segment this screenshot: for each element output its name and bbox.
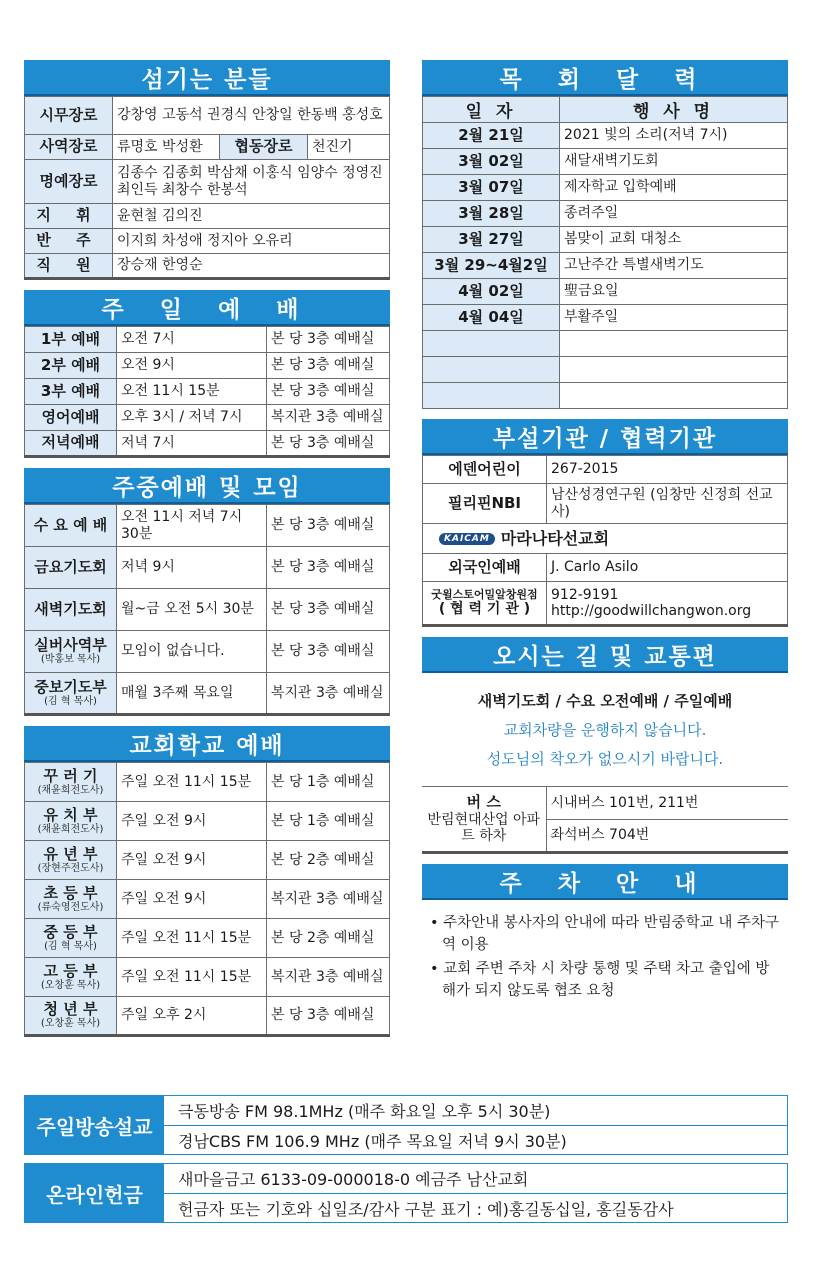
table-row <box>25 327 390 353</box>
row-label: 반 주 <box>25 229 113 254</box>
table-row <box>422 787 788 820</box>
row-label <box>25 763 117 802</box>
row-time: 주일 오전 9시 <box>117 802 267 841</box>
table-row <box>25 160 390 204</box>
row-time: 매월 3주째 목요일 <box>117 673 267 715</box>
row-label: 협동장로 <box>220 135 308 160</box>
directions-section <box>422 637 788 854</box>
school-header: 교회학교 예배 <box>24 726 390 762</box>
row-label: 2부 예배 <box>25 353 117 379</box>
event-name: 새달새벽기도회 <box>560 149 788 175</box>
label-sub: (오창훈 목사) <box>40 1018 101 1030</box>
row-label <box>25 997 117 1036</box>
table-row <box>25 229 390 254</box>
row-place: 본 당 1층 예배실 <box>267 802 390 841</box>
table-row <box>25 631 390 673</box>
calendar-header: 목 회 달 력 <box>422 60 788 96</box>
col-event-header: 행 사 명 <box>560 97 788 123</box>
table-row <box>25 547 390 589</box>
notice-line-3: 성도님의 착오가 없으시기 바랍니다. <box>486 750 724 768</box>
row-place: 본 당 3층 예배실 <box>267 353 390 379</box>
event-name: 2021 빛의 소리(저녁 7시) <box>560 123 788 149</box>
offering-line-2: 헌금자 또는 기호와 십일조/감사 구분 표기 : 예)홍길동십일, 홍길동감사 <box>164 1193 787 1222</box>
label-main: 실버사역부 <box>34 636 107 655</box>
table-row <box>25 763 390 802</box>
label-sub: (류숙영전도사) <box>37 901 104 913</box>
table-row <box>25 135 390 160</box>
row-value: 이지희 차성애 정지아 오유리 <box>113 229 390 254</box>
event-date <box>423 331 560 357</box>
event-name: 고난주간 특별새벽기도 <box>560 253 788 279</box>
school-table <box>24 762 390 1037</box>
kaicam-logo-icon: KAICAM <box>439 533 495 545</box>
table-row <box>25 841 390 880</box>
kaicam-row <box>423 524 788 554</box>
row-place: 복지관 3층 예배실 <box>267 880 390 919</box>
broadcast-banner <box>24 1095 788 1155</box>
row-label: 지 휘 <box>25 204 113 229</box>
kaicam-name: 마라나타선교회 <box>500 528 610 548</box>
event-name: 종려주일 <box>560 201 788 227</box>
right-column <box>422 60 788 1004</box>
event-date: 3월 27일 <box>423 227 560 253</box>
nbi-value: 남산성경연구원 (임창만 신정희 선교사) <box>547 484 788 524</box>
event-date <box>423 357 560 383</box>
table-row <box>423 253 788 279</box>
bus-label: 버 스 <box>466 793 501 812</box>
row-place: 복지관 3층 예배실 <box>267 405 390 431</box>
row-value: 장승재 한영순 <box>113 254 390 279</box>
col-date-header: 일 자 <box>423 97 560 123</box>
row-place: 본 당 3층 예배실 <box>267 505 390 547</box>
row-place: 본 당 1층 예배실 <box>267 763 390 802</box>
table-row <box>423 227 788 253</box>
offering-lines <box>164 1164 787 1222</box>
table-row <box>25 997 390 1036</box>
parking-list <box>422 900 788 1002</box>
servants-section <box>24 60 390 280</box>
broadcast-line-1: 극동방송 FM 98.1MHz (매주 화요일 오후 5시 30분) <box>178 1102 551 1121</box>
table-row <box>25 958 390 997</box>
label-sub: (채윤희전도사) <box>37 823 104 835</box>
parking-section <box>422 864 788 1002</box>
row-time: 모임이 없습니다. <box>117 631 267 673</box>
daycare-value: 267-2015 <box>547 456 788 484</box>
broadcast-line-2: 경남CBS FM 106.9 MHz (매주 목요일 저녁 9시 30분) <box>164 1125 787 1154</box>
parking-header: 주 차 안 내 <box>422 864 788 900</box>
row-label <box>25 841 117 880</box>
table-row <box>25 919 390 958</box>
affiliates-table <box>422 455 788 627</box>
sunday-worship-section <box>24 290 390 458</box>
table-row <box>423 123 788 149</box>
row-label: 사역장로 <box>25 135 113 160</box>
table-row <box>423 582 788 626</box>
row-place: 본 당 3층 예배실 <box>267 379 390 405</box>
goodwill-value <box>547 582 788 626</box>
label-sub: (채윤희전도사) <box>37 784 104 796</box>
event-name <box>560 383 788 409</box>
table-row <box>423 279 788 305</box>
kaicam-mission <box>439 530 609 548</box>
table-row <box>423 331 788 357</box>
offering-tag: 온라인헌금 <box>25 1164 164 1222</box>
label-main: 중보기도부 <box>34 677 107 696</box>
broadcast-tag: 주일방송설교 <box>25 1096 164 1154</box>
table-row <box>25 589 390 631</box>
row-place: 본 당 3층 예배실 <box>267 589 390 631</box>
table-row <box>423 383 788 409</box>
goodwill-url[interactable]: http://goodwillchangwon.org <box>551 603 752 619</box>
calendar-section <box>422 60 788 409</box>
row-label: 금요기도회 <box>25 547 117 589</box>
label-main: 꾸 러 기 <box>43 766 98 785</box>
row-time: 주일 오전 9시 <box>117 880 267 919</box>
table-row <box>423 484 788 524</box>
notice-line-2: 교회차량을 운행하지 않습니다. <box>503 721 707 739</box>
event-date: 3월 28일 <box>423 201 560 227</box>
event-name <box>560 331 788 357</box>
servants-table <box>24 96 390 280</box>
row-time: 저녁 7시 <box>117 431 267 457</box>
row-value: 류명호 박성환 <box>113 135 220 160</box>
event-name: 聖금요일 <box>560 279 788 305</box>
foreign-label: 외국인예배 <box>423 554 547 582</box>
row-time: 오전 11시 저녁 7시 30분 <box>117 505 267 547</box>
broadcast-lines <box>164 1096 787 1154</box>
row-label <box>25 919 117 958</box>
list-item: • 주차안내 봉사자의 안내에 따라 반림중학교 내 주차구역 이용 <box>430 915 779 953</box>
row-value: 강창영 고동석 권경식 안창일 한동백 홍성호 <box>113 97 390 135</box>
row-label: 시무장로 <box>25 97 113 135</box>
bus-seat: 좌석버스 704번 <box>546 820 788 853</box>
row-label <box>25 673 117 715</box>
row-value: 김종수 김종회 박삼채 이홍식 임양수 정영진 최인득 최창수 한봉석 <box>113 160 390 204</box>
calendar-head-row <box>423 97 788 123</box>
event-date: 3월 29~4월2일 <box>423 253 560 279</box>
row-time: 월~금 오전 5시 30분 <box>117 589 267 631</box>
row-time: 오후 3시 / 저녁 7시 <box>117 405 267 431</box>
event-date: 4월 02일 <box>423 279 560 305</box>
row-place: 본 당 2층 예배실 <box>267 841 390 880</box>
table-row <box>423 357 788 383</box>
table-row <box>25 379 390 405</box>
row-label: 수 요 예 배 <box>25 505 117 547</box>
row-time: 오전 9시 <box>117 353 267 379</box>
row-label: 저녁예배 <box>25 431 117 457</box>
table-row <box>25 204 390 229</box>
bus-table <box>422 786 788 854</box>
row-place: 복지관 3층 예배실 <box>267 673 390 715</box>
notice-line-1: 새벽기도회 / 수요 오전예배 / 주일예배 <box>477 692 733 710</box>
row-time: 저녁 9시 <box>117 547 267 589</box>
table-row <box>25 802 390 841</box>
row-time: 주일 오전 11시 15분 <box>117 958 267 997</box>
event-date: 4월 04일 <box>423 305 560 331</box>
event-date: 3월 02일 <box>423 149 560 175</box>
label-main: 초 등 부 <box>43 883 98 902</box>
table-row <box>25 505 390 547</box>
row-label: 3부 예배 <box>25 379 117 405</box>
directions-notice <box>422 673 788 774</box>
label-main: 청 년 부 <box>43 1000 98 1019</box>
goodwill-name: 굿윌스토어밀알창원점 <box>431 587 538 601</box>
event-name: 부활주일 <box>560 305 788 331</box>
calendar-table <box>422 96 788 409</box>
table-row <box>423 149 788 175</box>
event-date: 2월 21일 <box>423 123 560 149</box>
row-label <box>25 880 117 919</box>
row-place: 본 당 3층 예배실 <box>267 431 390 457</box>
servants-header: 섬기는 분들 <box>24 60 390 96</box>
table-row <box>423 554 788 582</box>
row-label: 영어예배 <box>25 405 117 431</box>
event-name: 제자학교 입학예배 <box>560 175 788 201</box>
table-row <box>25 673 390 715</box>
label-main: 중 등 부 <box>43 922 98 941</box>
goodwill-phone: 912-9191 <box>551 586 619 603</box>
table-row <box>423 201 788 227</box>
row-place: 본 당 3층 예배실 <box>267 327 390 353</box>
table-row <box>25 254 390 279</box>
row-place: 본 당 3층 예배실 <box>267 997 390 1036</box>
label-sub: (오창훈 목사) <box>40 979 101 991</box>
table-row <box>423 456 788 484</box>
table-row <box>25 97 390 135</box>
sunday-worship-header: 주 일 예 배 <box>24 290 390 326</box>
affiliates-section <box>422 419 788 627</box>
row-value: 천진기 <box>308 135 390 160</box>
row-label: 명예장로 <box>25 160 113 204</box>
weekday-table <box>24 504 390 716</box>
table-row <box>25 431 390 457</box>
school-section <box>24 726 390 1037</box>
weekday-header: 주중예배 및 모임 <box>24 468 390 504</box>
row-place: 복지관 3층 예배실 <box>267 958 390 997</box>
row-place: 본 당 3층 예배실 <box>267 547 390 589</box>
table-row <box>25 405 390 431</box>
event-date <box>423 383 560 409</box>
label-main: 유 치 부 <box>43 805 98 824</box>
row-label <box>25 958 117 997</box>
goodwill-label <box>423 582 547 626</box>
row-time: 오전 11시 15분 <box>117 379 267 405</box>
row-time: 주일 오후 2시 <box>117 997 267 1036</box>
nbi-label: 필리핀NBI <box>423 484 547 524</box>
row-time: 주일 오전 9시 <box>117 841 267 880</box>
event-name: 봄맞이 교회 대청소 <box>560 227 788 253</box>
label-sub: (김 혁 목사) <box>44 695 97 707</box>
table-row <box>423 175 788 201</box>
goodwill-sub: ( 협 력 기 관 ) <box>438 601 531 618</box>
row-label: 새벽기도회 <box>25 589 117 631</box>
row-place: 본 당 2층 예배실 <box>267 919 390 958</box>
affiliates-header: 부설기관 / 협력기관 <box>422 419 788 455</box>
label-main: 유 년 부 <box>43 844 98 863</box>
row-value: 윤현철 김의진 <box>113 204 390 229</box>
table-row <box>423 524 788 554</box>
table-row <box>25 880 390 919</box>
row-label <box>25 631 117 673</box>
event-name <box>560 357 788 383</box>
label-sub: (박홍보 목사) <box>40 654 101 666</box>
foreign-value: J. Carlo Asilo <box>547 554 788 582</box>
bus-city: 시내버스 101번, 211번 <box>546 787 788 820</box>
label-main: 고 등 부 <box>43 961 98 980</box>
row-label: 직 원 <box>25 254 113 279</box>
event-date: 3월 07일 <box>423 175 560 201</box>
row-time: 주일 오전 11시 15분 <box>117 763 267 802</box>
sunday-worship-table <box>24 326 390 458</box>
list-item: • 교회 주변 주차 시 차량 통행 및 주택 차고 출입에 방해가 되지 않도록 협조 요청 <box>430 961 770 999</box>
offering-banner <box>24 1163 788 1223</box>
row-time: 주일 오전 11시 15분 <box>117 919 267 958</box>
bus-label-cell <box>422 787 546 853</box>
left-column <box>24 60 390 1047</box>
bus-stop: 반림현대산업 아파트 하차 <box>427 811 541 844</box>
label-sub: (장현주전도사) <box>37 862 104 874</box>
offering-line-1: 새마을금고 6133-09-000018-0 예금주 남산교회 <box>178 1170 529 1189</box>
label-sub: (김 혁 목사) <box>44 940 97 952</box>
table-row <box>25 353 390 379</box>
row-time: 오전 7시 <box>117 327 267 353</box>
daycare-label: 에덴어린이 <box>423 456 547 484</box>
row-label: 1부 예배 <box>25 327 117 353</box>
table-row <box>423 305 788 331</box>
row-place: 본 당 3층 예배실 <box>267 631 390 673</box>
row-label <box>25 802 117 841</box>
directions-header: 오시는 길 및 교통편 <box>422 637 788 673</box>
weekday-section <box>24 468 390 716</box>
